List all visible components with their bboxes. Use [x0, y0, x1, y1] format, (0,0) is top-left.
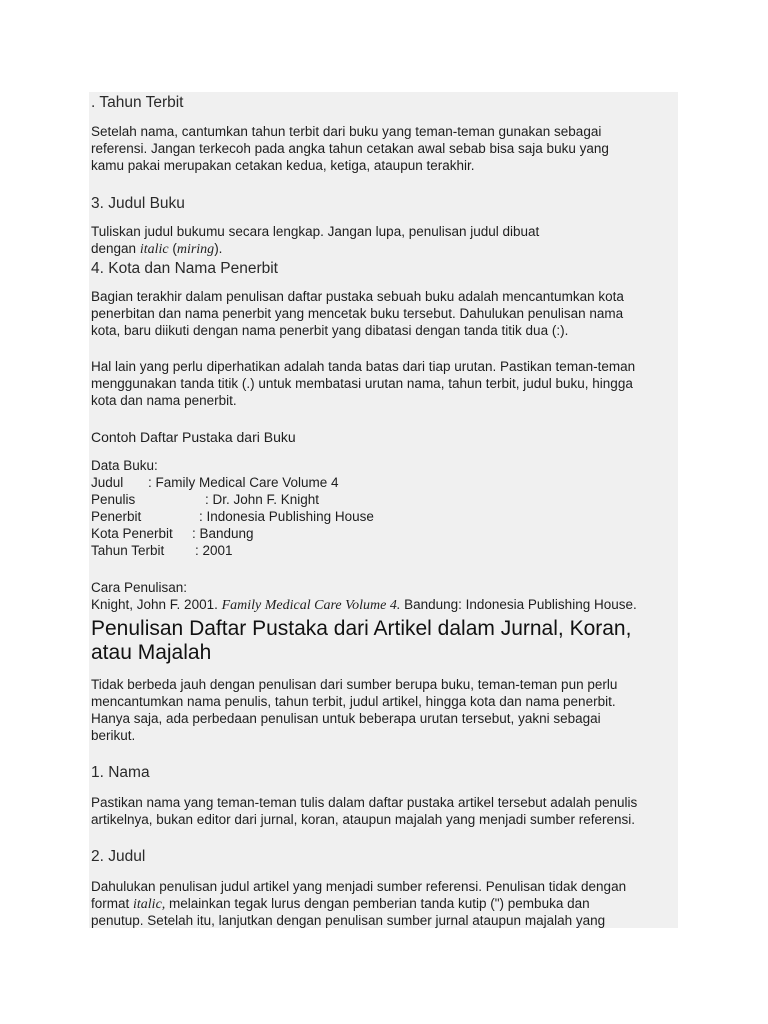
data-key: Penerbit	[91, 509, 142, 524]
data-key: Kota Penerbit	[91, 526, 173, 541]
data-row	[91, 508, 374, 525]
paragraph-line: Setelah nama, cantumkan tahun terbit dari buku yang teman-teman gunakan sebagai	[91, 124, 602, 139]
paragraph-line: mencantumkan nama penulis, tahun terbit, judul artikel, hingga kota dan nama penerbit.	[91, 694, 616, 709]
data-value: : 2001	[195, 543, 233, 558]
paragraph-line: referensi. Jangan terkecoh pada angka tahun cetakan awal sebab bisa saja buku yang	[91, 141, 609, 156]
heading-judul-buku: 3. Judul Buku	[91, 195, 185, 212]
heading-judul: 2. Judul	[91, 848, 146, 865]
italic-text: italic	[139, 242, 169, 257]
text-span: format	[91, 896, 134, 911]
data-key: Penulis	[91, 492, 136, 507]
text-span: Bandung: Indonesia Publishing House.	[400, 597, 637, 612]
paragraph-line: kota, baru diikuti dengan nama penerbit yang dibatasi dengan tanda titik dua (:).	[91, 323, 569, 338]
text-span: melainkan tegak lurus dengan pemberian tanda kutip (") pembuka dan	[165, 896, 590, 911]
paragraph-line: Bagian terakhir dalam penulisan daftar pustaka sebuah buku adalah mencantumkan kota	[91, 289, 624, 304]
text-span: dengan	[91, 241, 140, 256]
paragraph-line	[91, 895, 590, 913]
text-span: ).	[214, 241, 223, 256]
paragraph-line: kota dan nama penerbit.	[91, 393, 237, 408]
paragraph-line: penutup. Setelah itu, lanjutkan dengan penulisan sumber jurnal ataupun majalah yang	[91, 913, 606, 928]
data-row	[91, 542, 233, 559]
data-row	[91, 474, 339, 491]
data-key: Tahun Terbit	[91, 543, 165, 558]
section-title: Penulisan Daftar Pustaka dari Artikel dalam Jurnal, Koran,	[91, 617, 632, 640]
data-value: : Family Medical Care Volume 4	[148, 475, 339, 490]
paragraph-line: Tidak berbeda jauh dengan penulisan dari sumber berupa buku, teman-teman pun perlu	[91, 677, 618, 692]
heading-kota-penerbit: 4. Kota dan Nama Penerbit	[91, 260, 278, 277]
text-span: Knight, John F. 2001.	[91, 597, 222, 612]
paragraph-line: Hanya saja, ada perbedaan penulisan untuk beberapa urutan tersebut, yakni sebagai	[91, 711, 601, 726]
italic-text: miring	[176, 242, 215, 257]
paragraph-line: kamu pakai merupakan cetakan kedua, ketiga, ataupun terakhir.	[91, 158, 475, 173]
section-title: atau Majalah	[91, 641, 212, 664]
paragraph-line: berikut.	[91, 728, 136, 743]
italic-text: italic,	[133, 897, 166, 912]
paragraph-line: Pastikan nama yang teman-teman tulis dalam daftar pustaka artikel tersebut adalah penulis	[91, 795, 638, 810]
data-value: : Bandung	[192, 526, 254, 541]
citation-example	[91, 596, 637, 614]
data-key: Judul	[91, 475, 124, 490]
text-span: (	[168, 241, 177, 256]
cara-penulisan-label: Cara Penulisan:	[91, 580, 188, 595]
paragraph-line: penerbitan dan nama penerbit yang mencetak buku tersebut. Dahulukan penulisan nama	[91, 306, 624, 321]
paragraph-line: Dahulukan penulisan judul artikel yang menjadi sumber referensi. Penulisan tidak dengan	[91, 879, 627, 894]
data-value: : Dr. John F. Knight	[205, 492, 320, 507]
heading-nama: 1. Nama	[91, 764, 150, 781]
data-value: : Indonesia Publishing House	[199, 509, 374, 524]
paragraph-line: menggunakan tanda titik (.) untuk membatasi urutan nama, tahun terbit, judul buku, hingga	[91, 376, 633, 391]
italic-text: Family Medical Care Volume 4.	[221, 598, 401, 613]
heading-tahun-terbit: . Tahun Terbit	[91, 94, 184, 111]
document-page	[89, 92, 678, 928]
paragraph-line: artikelnya, bukan editor dari jurnal, koran, ataupun majalah yang menjadi sumber referensi.	[91, 812, 636, 827]
data-row	[91, 491, 319, 508]
paragraph-line: Tuliskan judul bukumu secara lengkap. Jangan lupa, penulisan judul dibuat	[91, 224, 540, 239]
data-buku-label: Data Buku:	[91, 458, 158, 473]
paragraph-line: Hal lain yang perlu diperhatikan adalah tanda batas dari tiap urutan. Pastikan teman-teman	[91, 359, 636, 374]
heading-contoh: Contoh Daftar Pustaka dari Buku	[91, 429, 296, 445]
data-row	[91, 525, 254, 542]
paragraph-line	[91, 240, 222, 258]
